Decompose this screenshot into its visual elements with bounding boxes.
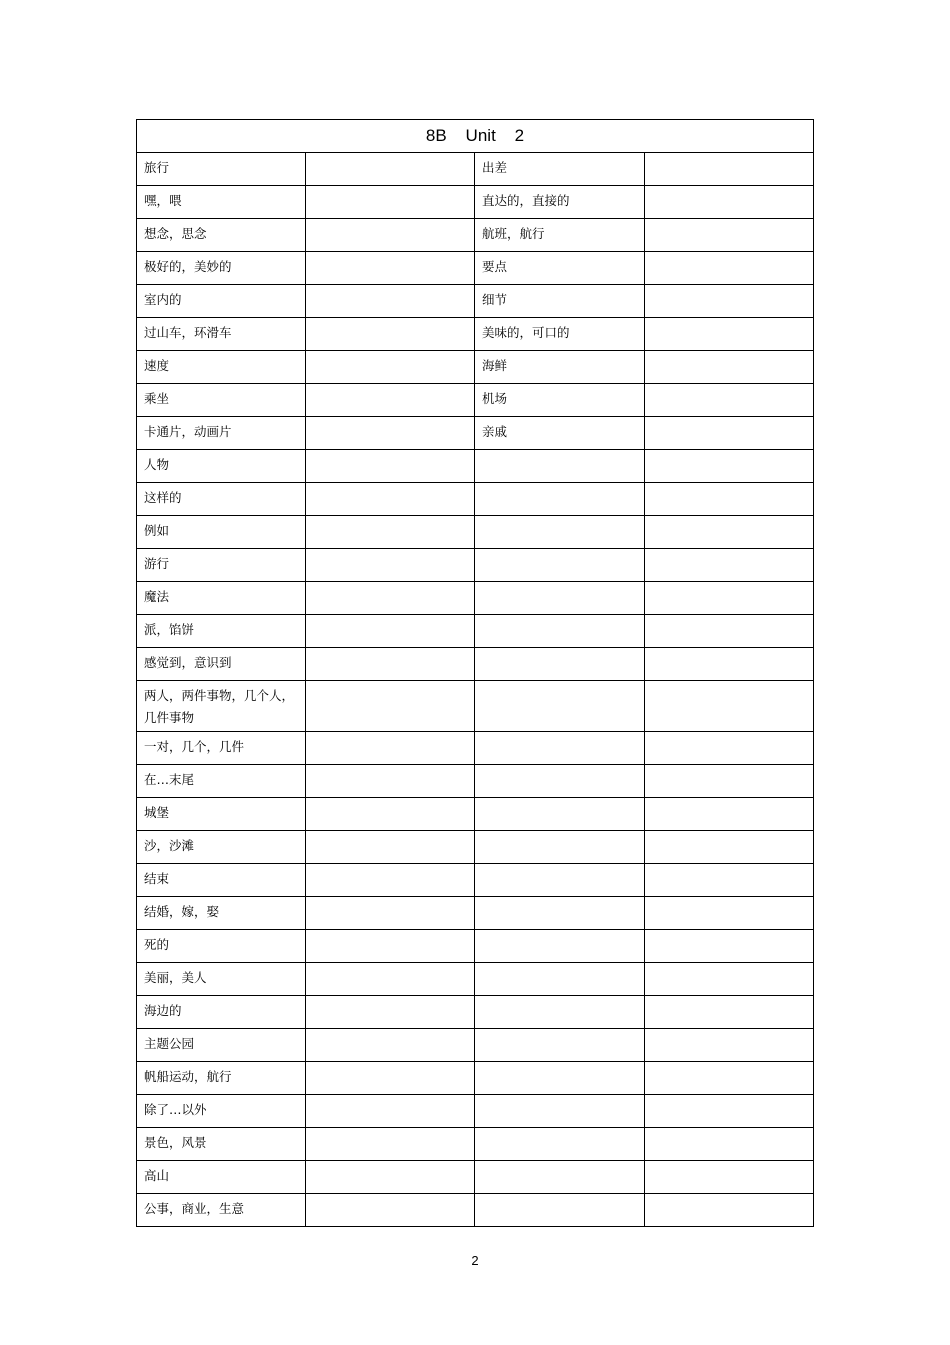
term-left xyxy=(137,864,306,897)
table-row xyxy=(137,615,814,648)
answer-blank-right[interactable] xyxy=(645,930,814,963)
term-left xyxy=(137,681,306,732)
answer-blank-left[interactable] xyxy=(306,252,475,285)
answer-blank-right[interactable] xyxy=(645,765,814,798)
term-left-text: 城堡 xyxy=(144,805,170,820)
term-right xyxy=(475,252,645,285)
table-row xyxy=(137,765,814,798)
term-right xyxy=(475,930,645,963)
term-left xyxy=(137,417,306,450)
answer-blank-right[interactable] xyxy=(645,963,814,996)
answer-blank-right[interactable] xyxy=(645,1194,814,1227)
term-right-text: 出差 xyxy=(482,160,508,175)
answer-blank-left[interactable] xyxy=(306,648,475,681)
answer-blank-right[interactable] xyxy=(645,318,814,351)
answer-blank-left[interactable] xyxy=(306,483,475,516)
term-left xyxy=(137,1029,306,1062)
term-right-text xyxy=(475,1161,644,1165)
table-row xyxy=(137,483,814,516)
term-right xyxy=(475,897,645,930)
answer-blank-right[interactable] xyxy=(645,219,814,252)
answer-blank-right[interactable] xyxy=(645,450,814,483)
term-right xyxy=(475,219,645,252)
term-left-text: 例如 xyxy=(144,523,170,538)
term-left-text: 派，馅饼 xyxy=(144,622,195,637)
term-right-text xyxy=(475,549,644,553)
answer-blank-left[interactable] xyxy=(306,351,475,384)
term-left xyxy=(137,549,306,582)
term-left-text: 过山车，环滑车 xyxy=(144,325,232,340)
table-row xyxy=(137,318,814,351)
term-right-text xyxy=(475,681,644,685)
table-row xyxy=(137,285,814,318)
term-left xyxy=(137,930,306,963)
term-right xyxy=(475,831,645,864)
answer-blank-right[interactable] xyxy=(645,831,814,864)
term-left-text: 两人，两件事物，几个人，几件事物 xyxy=(144,688,295,725)
vocabulary-table xyxy=(136,119,814,1227)
term-left xyxy=(137,732,306,765)
term-right xyxy=(475,1194,645,1227)
term-left-text: 游行 xyxy=(144,556,170,571)
term-left-text: 景色，风景 xyxy=(144,1135,207,1150)
table-row xyxy=(137,831,814,864)
answer-blank-left[interactable] xyxy=(306,549,475,582)
table-row xyxy=(137,384,814,417)
term-right xyxy=(475,1161,645,1194)
term-right xyxy=(475,516,645,549)
table-row xyxy=(137,897,814,930)
term-right xyxy=(475,582,645,615)
table-row xyxy=(137,351,814,384)
answer-blank-right[interactable] xyxy=(645,996,814,1029)
term-right xyxy=(475,384,645,417)
term-right-text: 机场 xyxy=(482,391,508,406)
term-left xyxy=(137,153,306,186)
term-left-text: 除了…以外 xyxy=(144,1102,207,1117)
table-row xyxy=(137,1194,814,1227)
term-right xyxy=(475,681,645,732)
answer-blank-right[interactable] xyxy=(645,864,814,897)
term-right-text xyxy=(475,732,644,736)
term-right-text xyxy=(475,831,644,835)
answer-blank-right[interactable] xyxy=(645,252,814,285)
term-left xyxy=(137,450,306,483)
answer-blank-right[interactable] xyxy=(645,351,814,384)
term-right-text xyxy=(475,483,644,487)
answer-blank-left[interactable] xyxy=(306,384,475,417)
answer-blank-left[interactable] xyxy=(306,186,475,219)
term-left-text: 室内的 xyxy=(144,292,182,307)
answer-blank-left[interactable] xyxy=(306,615,475,648)
term-right xyxy=(475,996,645,1029)
term-right-text xyxy=(475,1194,644,1198)
term-left-text: 感觉到，意识到 xyxy=(144,655,232,670)
term-left-text: 海边的 xyxy=(144,1003,182,1018)
term-right xyxy=(475,186,645,219)
table-row xyxy=(137,1128,814,1161)
term-left-text: 主题公园 xyxy=(144,1036,195,1051)
term-left-text: 想念，思念 xyxy=(144,226,207,241)
table-row xyxy=(137,648,814,681)
answer-blank-right[interactable] xyxy=(645,285,814,318)
term-left xyxy=(137,252,306,285)
table-row xyxy=(137,582,814,615)
answer-blank-left[interactable] xyxy=(306,153,475,186)
answer-blank-left[interactable] xyxy=(306,318,475,351)
answer-blank-left[interactable] xyxy=(306,732,475,765)
term-left xyxy=(137,897,306,930)
term-right-text: 美味的，可口的 xyxy=(482,325,570,340)
answer-blank-right[interactable] xyxy=(645,681,814,732)
answer-blank-left[interactable] xyxy=(306,996,475,1029)
term-right xyxy=(475,1029,645,1062)
answer-blank-left[interactable] xyxy=(306,285,475,318)
answer-blank-right[interactable] xyxy=(645,153,814,186)
answer-blank-right[interactable] xyxy=(645,186,814,219)
answer-blank-left[interactable] xyxy=(306,681,475,732)
term-left-text: 人物 xyxy=(144,457,170,472)
table-row xyxy=(137,996,814,1029)
term-right xyxy=(475,549,645,582)
term-right xyxy=(475,615,645,648)
term-right xyxy=(475,417,645,450)
term-right xyxy=(475,1062,645,1095)
term-right-text xyxy=(475,1095,644,1099)
term-right-text: 直达的，直接的 xyxy=(482,193,570,208)
term-right-text xyxy=(475,582,644,586)
term-left xyxy=(137,1194,306,1227)
term-right xyxy=(475,318,645,351)
table-row xyxy=(137,516,814,549)
answer-blank-left[interactable] xyxy=(306,582,475,615)
term-right xyxy=(475,648,645,681)
answer-blank-left[interactable] xyxy=(306,930,475,963)
term-left xyxy=(137,831,306,864)
term-left-text: 魔法 xyxy=(144,589,170,604)
term-left-text: 一对，几个，几件 xyxy=(144,739,245,754)
vocabulary-table-body xyxy=(137,120,814,1227)
term-left xyxy=(137,483,306,516)
answer-blank-right[interactable] xyxy=(645,732,814,765)
answer-blank-left[interactable] xyxy=(306,963,475,996)
term-right-text xyxy=(475,648,644,652)
answer-blank-left[interactable] xyxy=(306,1128,475,1161)
term-right xyxy=(475,798,645,831)
table-row xyxy=(137,1029,814,1062)
term-left xyxy=(137,648,306,681)
term-right xyxy=(475,765,645,798)
answer-blank-left[interactable] xyxy=(306,516,475,549)
page-number: 2 xyxy=(471,1253,479,1268)
answer-blank-left[interactable] xyxy=(306,1194,475,1227)
term-left-text: 嘿，喂 xyxy=(144,193,182,208)
term-left xyxy=(137,1062,306,1095)
term-left-text: 极好的，美妙的 xyxy=(144,259,232,274)
term-right-text: 海鲜 xyxy=(482,358,508,373)
term-right xyxy=(475,1095,645,1128)
term-right xyxy=(475,450,645,483)
term-left-text: 速度 xyxy=(144,358,170,373)
answer-blank-right[interactable] xyxy=(645,1062,814,1095)
term-left-text: 卡通片，动画片 xyxy=(144,424,232,439)
answer-blank-right[interactable] xyxy=(645,516,814,549)
term-left-text: 这样的 xyxy=(144,490,182,505)
answer-blank-left[interactable] xyxy=(306,1161,475,1194)
term-right-text xyxy=(475,996,644,1000)
term-left xyxy=(137,996,306,1029)
answer-blank-left[interactable] xyxy=(306,798,475,831)
answer-blank-left[interactable] xyxy=(306,417,475,450)
term-right xyxy=(475,864,645,897)
answer-blank-right[interactable] xyxy=(645,798,814,831)
term-right-text: 要点 xyxy=(482,259,508,274)
term-left xyxy=(137,351,306,384)
term-right-text xyxy=(475,1128,644,1132)
table-row xyxy=(137,1161,814,1194)
term-left-text: 沙，沙滩 xyxy=(144,838,195,853)
term-left-text: 乘坐 xyxy=(144,391,170,406)
answer-blank-left[interactable] xyxy=(306,219,475,252)
answer-blank-right[interactable] xyxy=(645,615,814,648)
term-left-text: 公事，商业，生意 xyxy=(144,1201,245,1216)
term-right-text: 航班，航行 xyxy=(482,226,545,241)
answer-blank-right[interactable] xyxy=(645,1029,814,1062)
answer-blank-left[interactable] xyxy=(306,831,475,864)
term-left xyxy=(137,582,306,615)
answer-blank-right[interactable] xyxy=(645,483,814,516)
term-right-text xyxy=(475,1062,644,1066)
term-right xyxy=(475,963,645,996)
table-row xyxy=(137,219,814,252)
term-right xyxy=(475,351,645,384)
term-left-text: 结婚，嫁，娶 xyxy=(144,904,220,919)
term-left xyxy=(137,963,306,996)
term-right-text xyxy=(475,450,644,454)
term-right-text xyxy=(475,864,644,868)
answer-blank-left[interactable] xyxy=(306,765,475,798)
term-right-text xyxy=(475,765,644,769)
answer-blank-right[interactable] xyxy=(645,648,814,681)
table-row xyxy=(137,549,814,582)
answer-blank-right[interactable] xyxy=(645,417,814,450)
term-right-text xyxy=(475,516,644,520)
term-left-text: 美丽，美人 xyxy=(144,970,207,985)
table-row xyxy=(137,186,814,219)
term-left-text: 死的 xyxy=(144,937,170,952)
term-left xyxy=(137,285,306,318)
term-left xyxy=(137,798,306,831)
unit-title: 8B Unit 2 xyxy=(137,120,814,153)
answer-blank-right[interactable] xyxy=(645,897,814,930)
title-row xyxy=(137,120,814,153)
answer-blank-left[interactable] xyxy=(306,1095,475,1128)
term-left xyxy=(137,765,306,798)
table-row xyxy=(137,864,814,897)
term-right xyxy=(475,483,645,516)
table-row xyxy=(137,963,814,996)
answer-blank-right[interactable] xyxy=(645,549,814,582)
term-left-text: 在…末尾 xyxy=(144,772,195,787)
term-left-text: 高山 xyxy=(144,1168,170,1183)
term-left xyxy=(137,186,306,219)
table-row xyxy=(137,930,814,963)
table-row xyxy=(137,450,814,483)
answer-blank-left[interactable] xyxy=(306,897,475,930)
answer-blank-right[interactable] xyxy=(645,1128,814,1161)
term-left-text: 帆船运动，航行 xyxy=(144,1069,232,1084)
term-right-text xyxy=(475,798,644,802)
term-left xyxy=(137,384,306,417)
table-row xyxy=(137,681,814,732)
answer-blank-right[interactable] xyxy=(645,1161,814,1194)
term-left-text: 结束 xyxy=(144,871,170,886)
term-right-text: 细节 xyxy=(482,292,508,307)
term-right xyxy=(475,732,645,765)
term-left-text: 旅行 xyxy=(144,160,170,175)
table-row xyxy=(137,1095,814,1128)
table-row xyxy=(137,732,814,765)
term-right-text xyxy=(475,1029,644,1033)
term-right xyxy=(475,285,645,318)
term-left xyxy=(137,516,306,549)
answer-blank-left[interactable] xyxy=(306,864,475,897)
answer-blank-right[interactable] xyxy=(645,1095,814,1128)
table-row xyxy=(137,1062,814,1095)
answer-blank-right[interactable] xyxy=(645,384,814,417)
term-left xyxy=(137,1161,306,1194)
term-left xyxy=(137,1128,306,1161)
term-right xyxy=(475,1128,645,1161)
term-left xyxy=(137,1095,306,1128)
term-right-text xyxy=(475,930,644,934)
term-left xyxy=(137,615,306,648)
table-row xyxy=(137,798,814,831)
answer-blank-left[interactable] xyxy=(306,450,475,483)
table-row xyxy=(137,153,814,186)
term-left xyxy=(137,219,306,252)
term-right-text xyxy=(475,615,644,619)
term-right-text: 亲戚 xyxy=(482,424,508,439)
answer-blank-right[interactable] xyxy=(645,582,814,615)
term-right xyxy=(475,153,645,186)
term-left xyxy=(137,318,306,351)
term-right-text xyxy=(475,963,644,967)
table-row xyxy=(137,417,814,450)
answer-blank-left[interactable] xyxy=(306,1029,475,1062)
term-right-text xyxy=(475,897,644,901)
table-row xyxy=(137,252,814,285)
answer-blank-left[interactable] xyxy=(306,1062,475,1095)
